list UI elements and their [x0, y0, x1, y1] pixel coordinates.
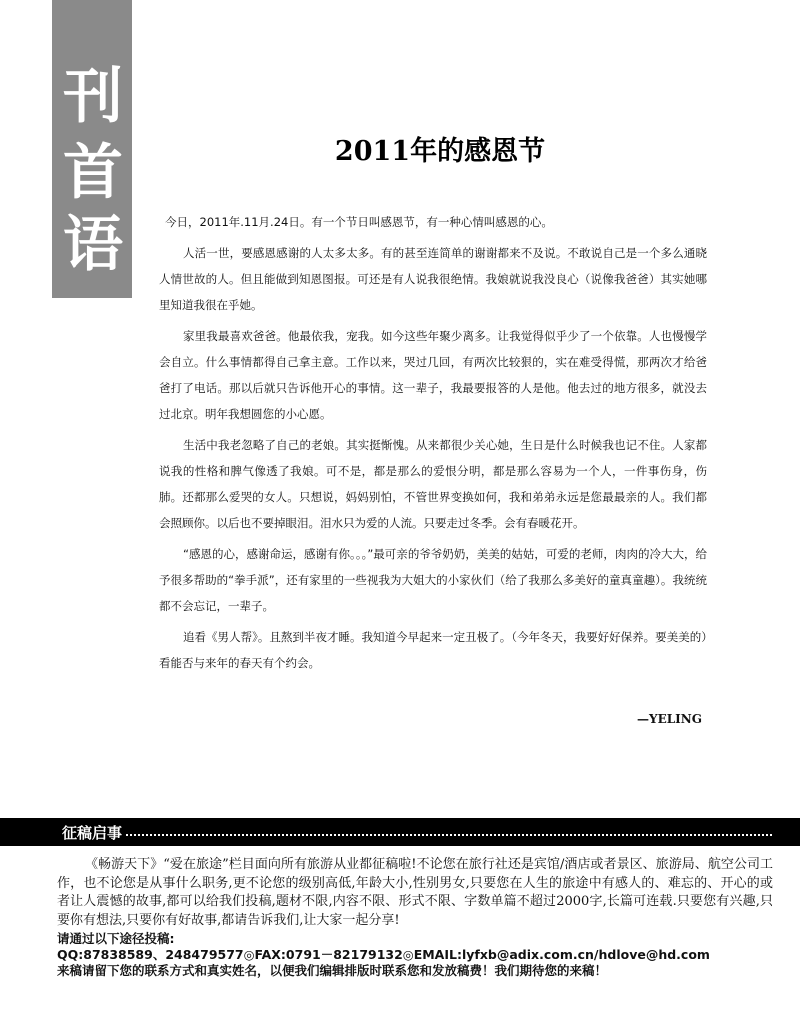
- call-for-submissions-body: 《畅游天下》“爱在旅途”栏目面向所有旅游从业都征稿啦!不论您在旅行社还是宾馆/酒店或者景区、旅游局、航空公司工作，也不论您是从事什么职务,更不论您的级别高低,年龄大小,性别男女,只要您在人生的旅途中有感人的、难忘的、开心的或者让人震憾的故事,都可以给我们投稿,题材不限,内容不限、形式不限、字数单篇不超过2000字,长篇可连载.只要您有兴趣,只要你有想法,只要你有好故事,都请告诉我们,让大家一起分享!: [57, 857, 773, 928]
- article-paragraph: 家里我最喜欢爸爸。他最依我，宠我。如今这些年聚少离多。让我觉得似乎少了一个依靠。人也慢慢学会自立。什么事情都得自己拿主意。工作以来，哭过几回，有两次比较狠的，实在难受得慌，那两次才给爸爸打了电话。那以后就只告诉他开心的事情。这一辈子，我最要报答的人是他。他去过的地方很多，就没去过北京。明年我想圆您的小心愿。: [159, 329, 707, 421]
- article-paragraph: 生活中我老忽略了自己的老娘。其实挺惭愧。从来都很少关心她，生日是什么时候我也记不住。人家都说我的性格和脾气像透了我娘。可不是，都是那么的爱恨分明，都是那么容易为一个人，一件事伤身，伤肺。还都那么爱哭的女人。只想说，妈妈别怕，不管世界变换如何，我和弟弟永远是您最最亲的人。我们都会照顾你。以后也不要掉眼泪。泪水只为爱的人流。只要走过冬季。会有春暖花开。: [159, 438, 707, 530]
- closing-note: 来稿请留下您的联系方式和真实姓名，以便我们编辑排版时联系您和发放稿费！我们期待您的来稿！: [57, 963, 608, 978]
- contact-heading: 请通过以下途径投稿:: [57, 931, 175, 946]
- side-banner-char-3: 语: [63, 210, 123, 280]
- contact-info: QQ:87838589、248479577◎FAX:0791－82179132◎EMAIL:lyfxb@adix.com.cn/hdlove@hd.com: [57, 947, 710, 962]
- article-body: [159, 209, 707, 681]
- article-paragraph: 追看《男人帮》。且熬到半夜才睡。我知道今早起来一定丑极了。（今年冬天，我要好好保养。要美美的）看能否与来年的春天有个约会。: [159, 630, 707, 670]
- side-banner-char-2: 首: [63, 138, 123, 208]
- article-paragraph: 人活一世，要感恩感谢的人太多太多。有的甚至连简单的谢谢都来不及说。不敢说自己是一个多么通晓人情世故的人。但且能做到知恩图报。可还是有人说我很绝情。我娘就说我没良心（说像我爸爸）其实她哪里知道我很在乎她。: [159, 246, 707, 312]
- dotted-divider: [126, 834, 772, 836]
- call-for-submissions-bar: [0, 818, 800, 846]
- article-signature: —YELING: [637, 712, 702, 726]
- article-paragraph: 今日，2011年.11月.24日。有一个节日叫感恩节，有一种心情叫感恩的心。: [165, 215, 553, 229]
- article-paragraph: “感恩的心，感谢命运，感谢有你。。。”最可亲的爷爷奶奶，美美的姑姑，可爱的老师，肉肉的冷大大，给予很多帮助的“拳手派”，还有家里的一些视我为大姐大的小家伙们（给了我那么多美好的童真童趣）。我统统都不会忘记，一辈子。: [159, 547, 707, 613]
- article-title: 2011年的感恩节: [334, 136, 546, 167]
- call-for-submissions-title: 征稿启事: [62, 823, 123, 842]
- side-banner-char-1: 刊: [63, 62, 123, 132]
